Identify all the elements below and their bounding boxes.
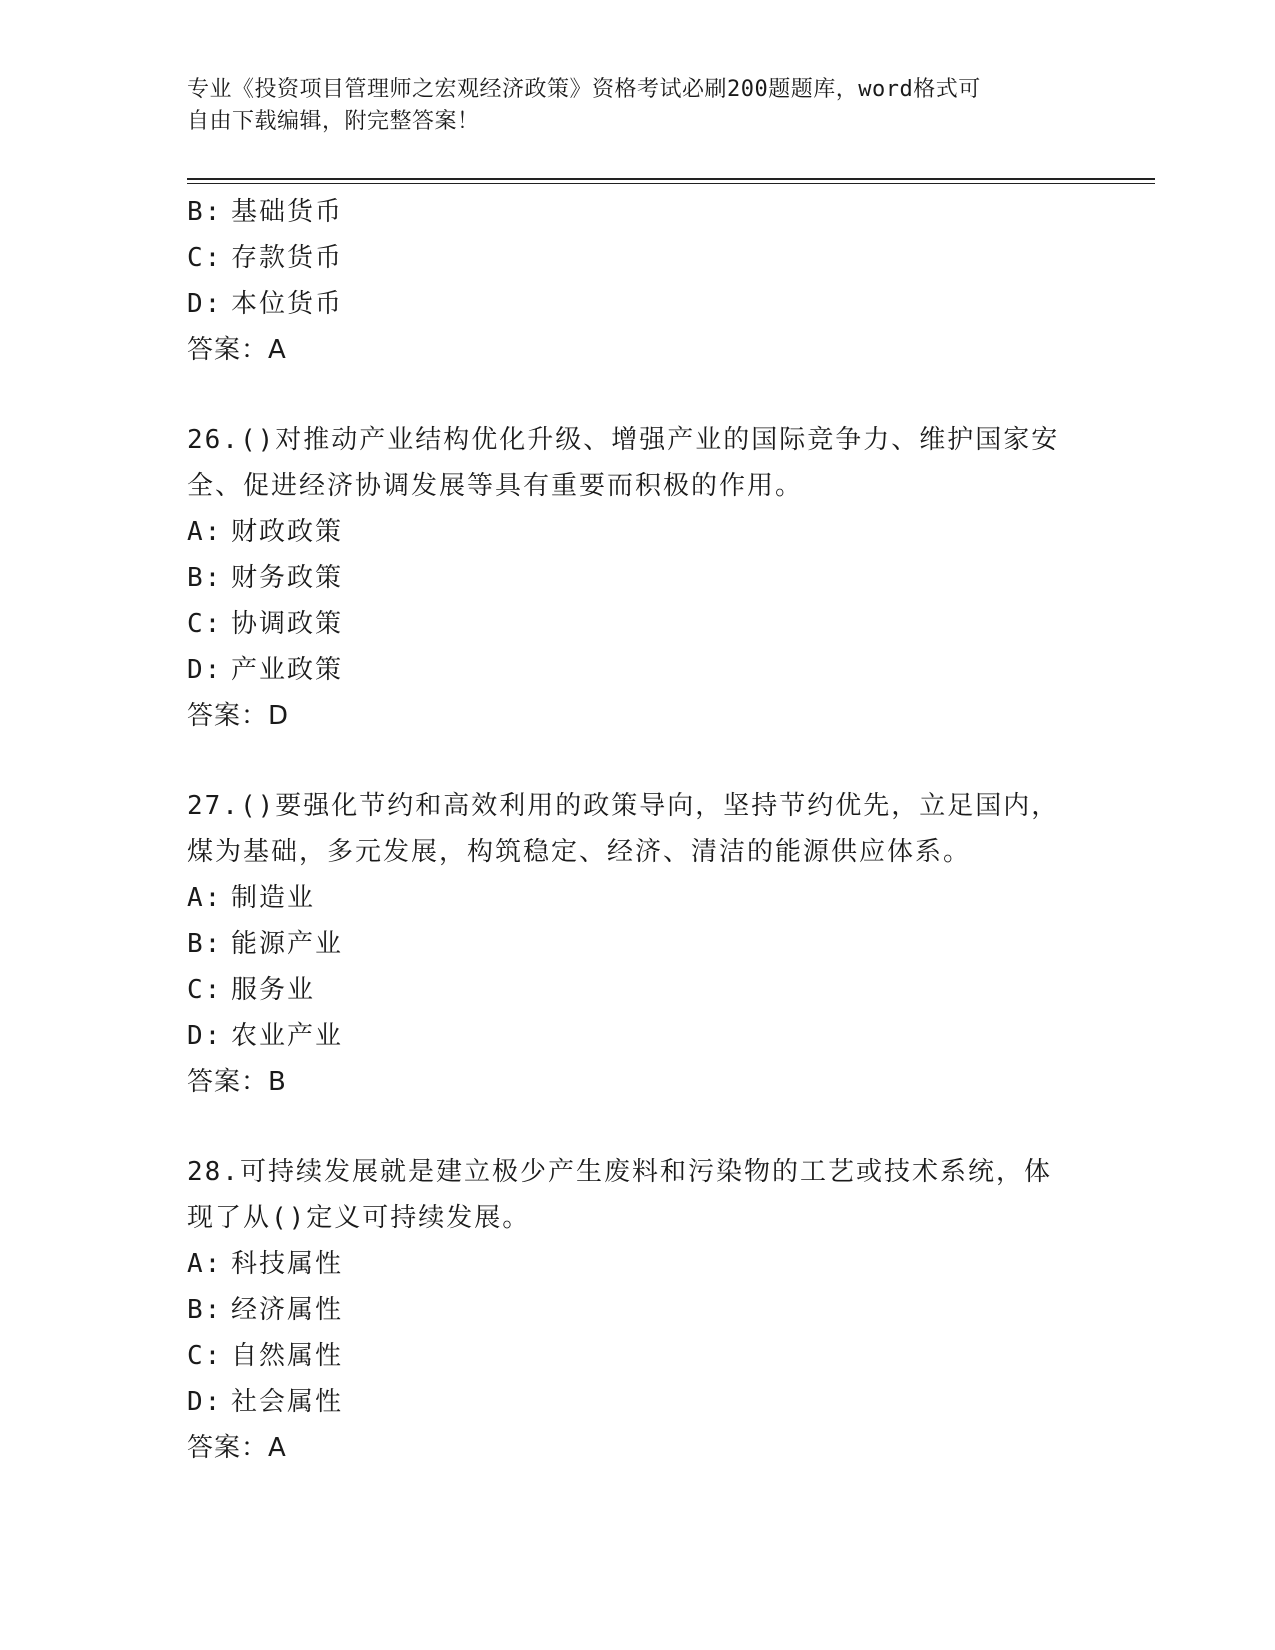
option-d: D: 产业政策: [187, 655, 344, 685]
question-list: [187, 189, 1087, 1471]
option-c: C: 存款货币: [187, 243, 344, 273]
header-line-2: 自由下载编辑，附完整答案！: [187, 109, 480, 134]
option-c: C: 服务业: [187, 975, 316, 1005]
option-d: D: 本位货币: [187, 289, 344, 319]
header-divider-thick: [187, 178, 1155, 180]
header-line-1: 专业《投资项目管理师之宏观经济政策》资格考试必刷200题题库，word格式可: [187, 77, 981, 102]
question-27: [187, 783, 1087, 1105]
header-divider-thin: [187, 183, 1155, 184]
question-stem-line-2: 现了从()定义可持续发展。: [187, 1203, 531, 1233]
option-a: A: 科技属性: [187, 1249, 344, 1279]
option-d: D: 农业产业: [187, 1021, 344, 1051]
option-a: A: 财政政策: [187, 517, 344, 547]
question-stem-line-2: 煤为基础，多元发展，构筑稳定、经济、清洁的能源供应体系。: [187, 837, 972, 867]
question-26: [187, 417, 1087, 739]
page-header: [187, 74, 1067, 138]
answer: 答案：D: [187, 701, 290, 731]
question-stem-line-1: 28.可持续发展就是建立极少产生废料和污染物的工艺或技术系统，体: [187, 1157, 1052, 1187]
question-25-partial: [187, 189, 1087, 373]
option-d: D: 社会属性: [187, 1387, 344, 1417]
question-stem-line-1: 26.()对推动产业结构优化升级、增强产业的国际竞争力、维护国家安: [187, 425, 1060, 455]
question-28: [187, 1149, 1087, 1471]
question-stem-line-2: 全、促进经济协调发展等具有重要而积极的作用。: [187, 471, 804, 501]
option-b: B: 基础货币: [187, 197, 344, 227]
option-b: B: 财务政策: [187, 563, 344, 593]
option-c: C: 协调政策: [187, 609, 344, 639]
option-a: A: 制造业: [187, 883, 316, 913]
option-b: B: 能源产业: [187, 929, 344, 959]
answer: 答案：A: [187, 1433, 287, 1463]
option-c: C: 自然属性: [187, 1341, 344, 1371]
answer: 答案：A: [187, 335, 287, 365]
question-stem-line-1: 27.()要强化节约和高效利用的政策导向，坚持节约优先，立足国内，: [187, 791, 1060, 821]
answer: 答案：B: [187, 1067, 287, 1097]
option-b: B: 经济属性: [187, 1295, 344, 1325]
